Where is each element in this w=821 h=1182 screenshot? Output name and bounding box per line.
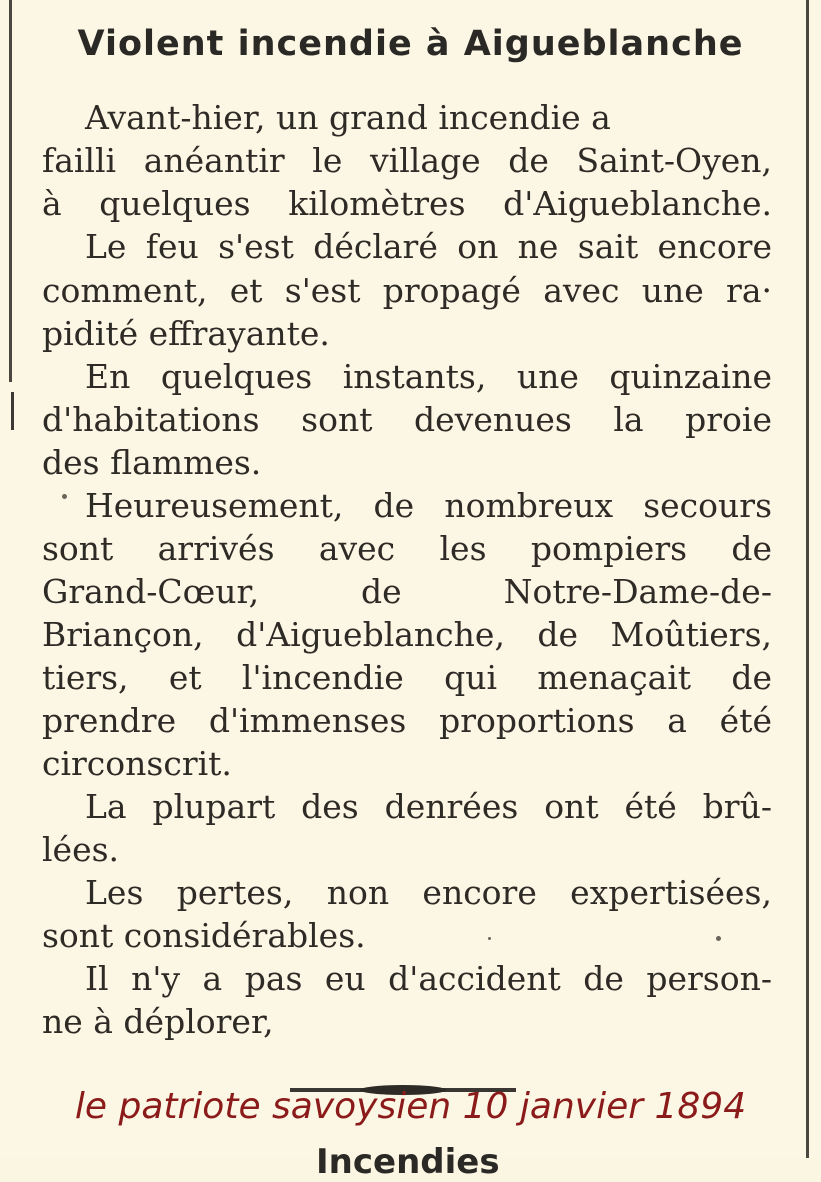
print-speck [716,936,721,941]
article-line: La plupart des denrées ont été brû- [85,787,772,826]
article-line: comment, et s'est propagé avec une ra· [42,271,772,310]
article-line: lées. [42,830,120,869]
article-line: Les pertes, non encore expertisées, [85,873,772,912]
column-rule-right [806,0,809,1158]
article-line: pidité effrayante. [42,314,330,353]
article-line: tiers, et l'incendie qui menaçait de [42,658,772,697]
article-line: Heureusement, de nombreux secours [85,486,772,525]
article-line: circonscrit. [42,744,232,783]
column-rule-left-mark [11,392,14,430]
article-line: En quelques instants, une quinzaine [85,357,772,396]
article-line: à quelques kilomètres d'Aigueblanche. [42,184,772,223]
next-article-heading [316,1142,516,1182]
article-line: prendre d'immenses proportions a été [42,701,772,740]
article-line: Avant-hier, un grand incendie a [85,98,611,137]
article-line: Grand-Cœur, de Notre-Dame-de- [42,572,772,611]
article-title: Violent incendie à Aigueblanche [77,24,744,64]
print-speck [62,494,67,499]
article-line: failli anéantir le village de Saint-Oyen, [42,141,772,180]
article-line: Il n'y a pas eu d'accident de person- [85,959,772,998]
article-line: Le feu s'est déclaré on ne sait encore [85,227,772,266]
source-caption: le patriote savoysien 10 janvier 1894 [74,1086,747,1127]
next-article-heading-text: Incendies [316,1142,500,1182]
article-line: d'habitations sont devenues la proie [42,400,772,439]
article-line: Briançon, d'Aigueblanche, de Moûtiers, [42,615,772,654]
article-line: ne à déplorer, [42,1002,274,1041]
article-line: des flammes. [42,443,262,482]
article-line: sont arrivés avec les pompiers de [42,529,772,568]
print-speck [488,937,491,940]
article-line: sont considérables. [42,916,366,955]
